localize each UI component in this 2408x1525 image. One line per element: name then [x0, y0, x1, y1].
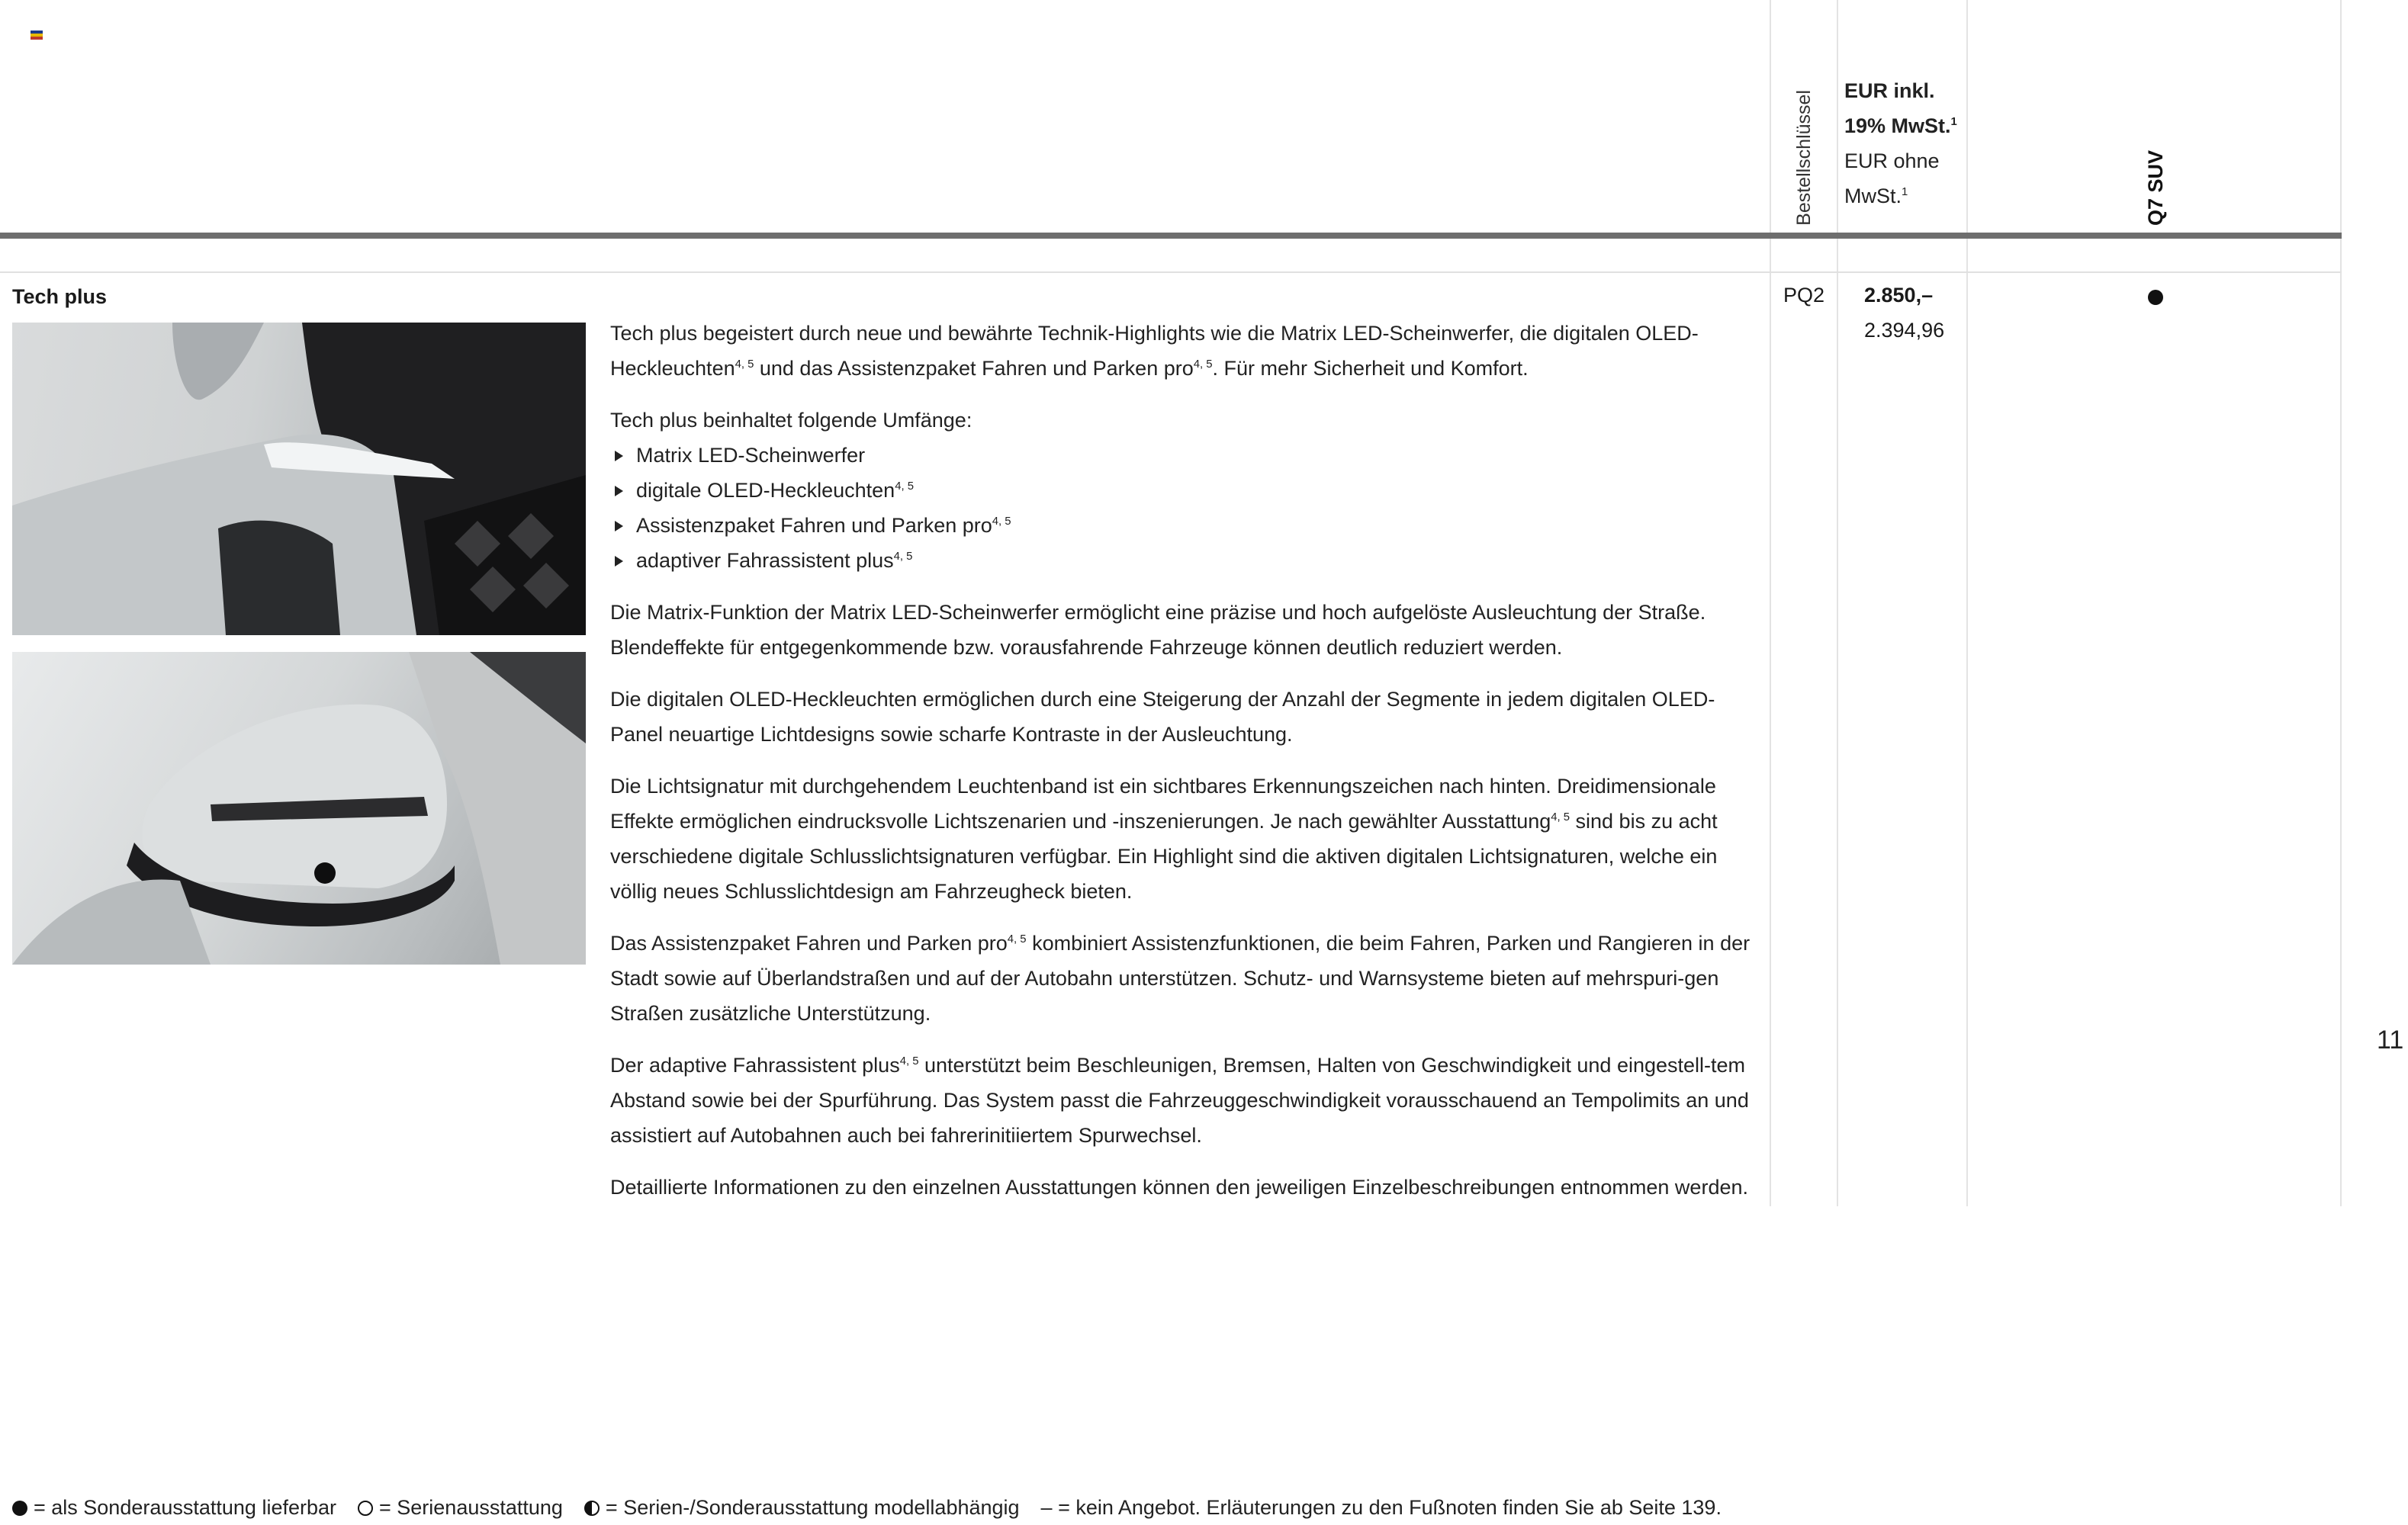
- description-paragraph: Detaillierte Informationen zu den einzelnen Ausstattungen können den jeweiligen Einzelbeschreibungen entnommen werden.: [610, 1176, 1748, 1199]
- price-net: 2.394,96: [1864, 319, 1945, 342]
- column-divider: [1966, 0, 1968, 1206]
- description-paragraph: Das Assistenzpaket Fahren und Parken pro$^{4, 5}$ kombiniert Assistenzfunktionen, die beim Fahren, Parken und Rangieren in der Stadt sowie auf Überlandstraßen und auf der Autobahn unterstützen. Schutz- und Warnsysteme bieten auf mehrspuri-gen Straßen zusätzliche Unterstützung.: [610, 932, 1751, 1025]
- order-code: PQ2: [1783, 284, 1825, 307]
- language-flag-icon: [31, 30, 43, 40]
- package-description: [610, 316, 1762, 1222]
- list-item: Matrix LED-Scheinwerfer: [610, 438, 1762, 473]
- half-circle-icon: [584, 1501, 600, 1516]
- mirror-camera-photo: [12, 652, 586, 965]
- description-paragraph: Tech plus begeistert durch neue und bewährte Technik-Highlights wie die Matrix LED-Scheinwerfer, die digitalen OLED-Heckleuchten$^{4, 5}$ und das Assistenzpaket Fahren und Parken pro$^{4, 5}$. Für mehr Sicherheit und Komfort.: [610, 322, 1699, 380]
- availability-filled-dot-icon: [2148, 290, 2163, 305]
- list-item: Assistenzpaket Fahren und Parken pro$^{4, 5}$: [610, 508, 1762, 543]
- order-key-header: Bestellschlüssel: [1792, 90, 1815, 226]
- description-paragraph: Der adaptive Fahrassistent plus$^{4, 5}$ unterstützt beim Beschleunigen, Bremsen, Halten von Geschwindigkeit und eingestell-tem Abstand sowie bei der Spurführung. Das System passt die Fahrzeuggeschwindigkeit vorausschauend an Tempolimits an und assistiert auf Autobahnen auch bei fahrerinitiiertem Spurwechsel.: [610, 1054, 1749, 1147]
- description-paragraph: Die Lichtsignatur mit durchgehendem Leuchtenband ist ein sichtbares Erkennungszeichen nach hinten. Dreidimensionale Effekte ermöglichen eindrucksvolle Lichtszenarien und -inszenierungen. Je nach gewählter Ausstattung$^{4, 5}$ sind bis zu acht verschiedene digitale Schlusslichtsignaturen verfügbar. Ein Highlight sind die aktiven digitalen Lichtsignaturen, welche ein völlig neues Schlusslichtdesign am Fahrzeugheck bieten.: [610, 775, 1718, 903]
- header-rule: [0, 233, 2342, 239]
- page-number: 11: [2377, 1026, 2404, 1055]
- header-divider: [0, 271, 2342, 273]
- legend: [12, 1496, 1722, 1520]
- legend-standard: = Serienausstattung: [379, 1496, 563, 1519]
- package-title: Tech plus: [12, 285, 108, 308]
- column-divider: [1770, 0, 1771, 1206]
- legend-optional: = als Sonderausstattung lieferbar: [34, 1496, 336, 1519]
- contents-list: [610, 438, 1762, 578]
- empty-circle-icon: [358, 1501, 373, 1516]
- legend-model-dependent: = Serien-/Sonderausstattung modellabhängig: [605, 1496, 1020, 1519]
- column-divider: [1837, 0, 1838, 1206]
- description-paragraph: Die Matrix-Funktion der Matrix LED-Scheinwerfer ermöglicht eine präzise und hoch aufgelöste Ausleuchtung der Straße. Blendeffekte für entgegenkommende bzw. vorausfahrende Fahrzeuge können deutlich reduziert werden.: [610, 601, 1706, 659]
- list-item: digitale OLED-Heckleuchten$^{4, 5}$: [610, 473, 1762, 508]
- description-paragraph: Die digitalen OLED-Heckleuchten ermöglichen durch eine Steigerung der Anzahl der Segmente in jedem digitalen OLED-Panel neuartige Lichtdesigns sowie scharfe Kontraste in der Ausleuchtung.: [610, 688, 1715, 746]
- filled-dot-icon: [12, 1501, 27, 1516]
- headlight-photo: [12, 323, 586, 635]
- model-header: Q7 SUV: [2143, 149, 2167, 226]
- list-item: adaptiver Fahrassistent plus$^{4, 5}$: [610, 543, 1762, 578]
- price-header: EUR inkl. 19% MwSt.$^1$ EUR ohne MwSt.$^1$: [1844, 79, 1957, 207]
- price-gross: 2.850,–: [1864, 284, 1934, 307]
- legend-none: – = kein Angebot. Erläuterungen zu den Fußnoten finden Sie ab Seite 139.: [1040, 1496, 1722, 1519]
- column-divider: [2340, 0, 2342, 1206]
- contents-intro: Tech plus beinhaltet folgende Umfänge:: [610, 409, 973, 432]
